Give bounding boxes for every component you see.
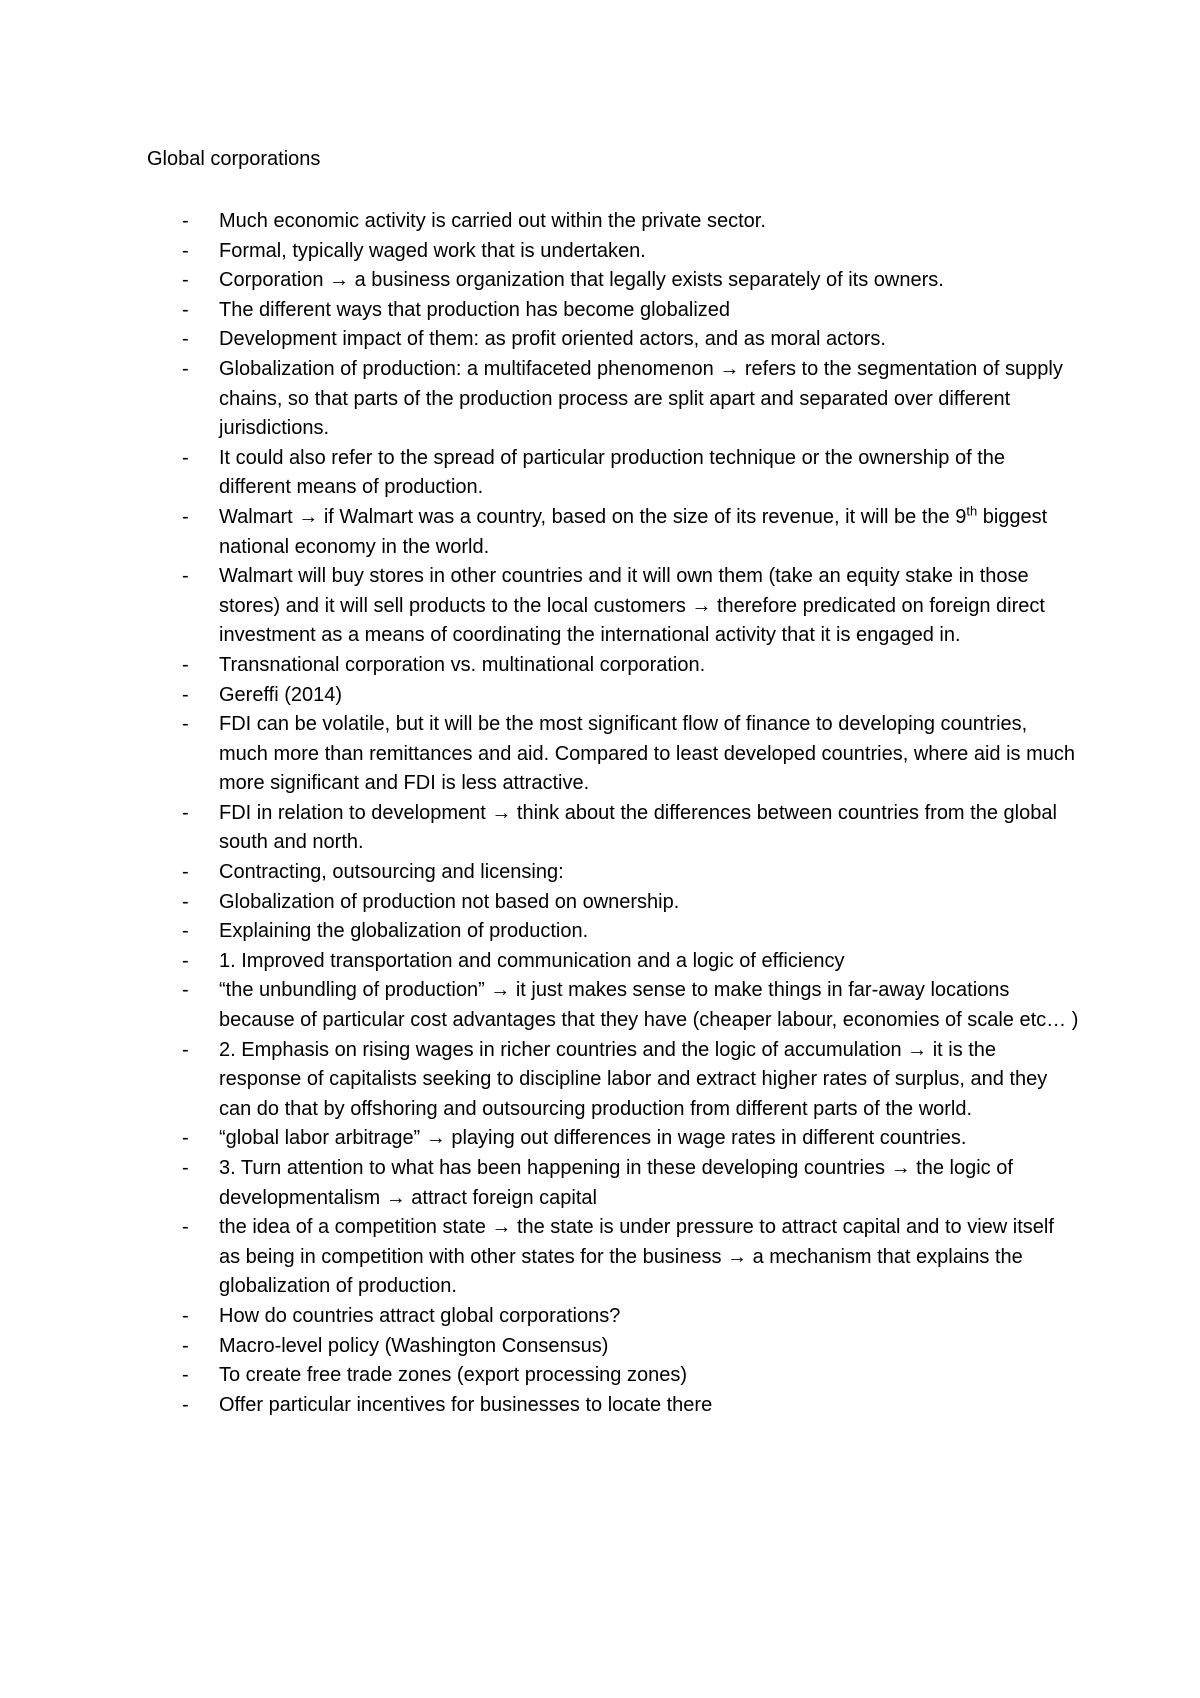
bullet-dash: - xyxy=(182,890,189,913)
bullet-text: Formal, typically waged work that is undertaken. xyxy=(219,239,646,262)
bullet-dash: - xyxy=(182,949,189,972)
bullet-dash: - xyxy=(182,1216,189,1239)
document-title: Global corporations xyxy=(147,148,321,170)
bullet-dash: - xyxy=(182,713,189,736)
bullet-dash: - xyxy=(182,801,189,824)
bullet-item xyxy=(0,1302,1079,1332)
bullet-text: Gereffi (2014) xyxy=(219,683,343,706)
bullet-text: Development impact of them: as profit oriented actors, and as moral actors. xyxy=(219,328,886,351)
bullet-text: It could also refer to the spread of particular production technique or the ownership of the different means of production. xyxy=(219,446,1006,499)
bullet-item xyxy=(0,1361,1079,1391)
bullet-text: 1. Improved transportation and communication and a logic of efficiency xyxy=(219,949,845,972)
bullet-item xyxy=(0,858,1079,888)
bullet-item xyxy=(0,1213,1079,1302)
bullet-item xyxy=(0,947,1079,977)
bullet-dash: - xyxy=(182,328,189,351)
bullet-text: Corporation → a business organization that legally exists separately of its owners. xyxy=(219,269,944,292)
bullet-text: Walmart → if Walmart was a country, based on the size of its revenue, it will be the 9th biggest national economy in the world. xyxy=(219,503,1048,558)
bullet-dash: - xyxy=(182,1304,189,1327)
bullet-item xyxy=(0,917,1079,947)
bullet-item xyxy=(0,1332,1079,1362)
bullet-dash: - xyxy=(182,1127,189,1150)
bullet-item xyxy=(0,1154,1079,1213)
bullet-item xyxy=(0,1124,1079,1154)
bullet-dash: - xyxy=(182,210,189,232)
bullet-item xyxy=(0,266,1079,296)
bullet-item xyxy=(0,355,1079,444)
bullet-item xyxy=(0,799,1079,858)
bullet-dash: - xyxy=(182,269,189,292)
bullet-text: 3. Turn attention to what has been happening in these developing countries → the logic of developmentalism → attract foreign capital xyxy=(219,1157,1013,1209)
bullet-dash: - xyxy=(182,861,189,884)
bullet-item xyxy=(0,444,1079,503)
bullet-text: Explaining the globalization of production. xyxy=(219,920,589,943)
bullet-item xyxy=(0,976,1079,1035)
bullet-text: Offer particular incentives for businesses to locate there xyxy=(219,1393,713,1416)
bullet-dash: - xyxy=(182,979,189,1002)
bullet-dash: - xyxy=(182,446,189,469)
bullet-text: Transnational corporation vs. multinational corporation. xyxy=(219,653,706,676)
bullet-dash: - xyxy=(182,357,189,380)
bullet-text: Walmart will buy stores in other countries and it will own them (take an equity stake in those stores) and it will sell products to the local customers → therefore predicated on foreign direct investment as a means of coordinating the international activity that it is engaged in. xyxy=(219,565,1045,647)
bullet-item xyxy=(0,1391,1079,1421)
bullet-item xyxy=(0,562,1079,651)
bullet-text: “the unbundling of production” → it just makes sense to make things in far-away locations because of particular cost advantages that they have (cheaper labour, economies of scale etc… ) xyxy=(219,979,1079,1032)
bullet-text: To create free trade zones (export processing zones) xyxy=(219,1364,688,1387)
bullet-text: Macro-level policy (Washington Consensus) xyxy=(219,1334,609,1357)
bullet-item xyxy=(0,681,1079,711)
bullet-text: The different ways that production has become globalized xyxy=(219,298,731,321)
bullet-text: 2. Emphasis on rising wages in richer countries and the logic of accumulation → it is the response of capitalists seeking to discipline labor and extract higher rates of surplus, and they can do that by offshoring and outsourcing production from different parts of the world. xyxy=(219,1038,1048,1120)
bullet-dash: - xyxy=(182,1334,189,1357)
bullet-dash: - xyxy=(182,1038,189,1061)
bullet-dash: - xyxy=(182,239,189,262)
bullet-text: the idea of a competition state → the state is under pressure to attract capital and to view itself as being in competition with other states for the business → a mechanism that explains the globalization of production. xyxy=(219,1216,1054,1298)
bullet-dash: - xyxy=(182,565,189,588)
bullet-item xyxy=(0,888,1079,918)
bullet-text: FDI can be volatile, but it will be the most significant flow of finance to developing countries, much more than remittances and aid. Compared to least developed countries, where aid is much more significant and FDI is less attractive. xyxy=(219,713,1076,795)
bullet-dash: - xyxy=(182,298,189,321)
bullet-dash: - xyxy=(182,505,189,528)
bullet-text: Globalization of production not based on ownership. xyxy=(219,890,680,913)
bullet-text: FDI in relation to development → think about the differences between countries from the global south and north. xyxy=(219,801,1057,854)
bullet-dash: - xyxy=(182,1364,189,1387)
bullet-dash: - xyxy=(182,653,189,676)
bullet-text: “global labor arbitrage” → playing out differences in wage rates in different countries. xyxy=(219,1127,967,1150)
bullet-item xyxy=(0,325,1079,355)
bullet-dash: - xyxy=(182,920,189,943)
bullet-item xyxy=(0,207,1079,237)
bullet-dash: - xyxy=(182,683,189,706)
bullet-item xyxy=(0,651,1079,681)
bullet-item xyxy=(0,296,1079,326)
bullet-item xyxy=(0,503,1079,562)
bullet-item xyxy=(0,1036,1079,1125)
bullet-item xyxy=(0,710,1079,799)
bullet-text: How do countries attract global corporations? xyxy=(219,1304,621,1327)
bullet-dash: - xyxy=(182,1157,189,1179)
bullet-text: Much economic activity is carried out within the private sector. xyxy=(219,210,766,232)
bullet-list xyxy=(0,207,1200,1420)
bullet-dash: - xyxy=(182,1393,189,1416)
bullet-text: Contracting, outsourcing and licensing: xyxy=(219,861,564,884)
bullet-item xyxy=(0,237,1079,267)
bullet-text: Globalization of production: a multifaceted phenomenon → refers to the segmentation of supply chains, so that parts of the production process are split apart and separated over different jurisdictions. xyxy=(219,357,1063,440)
